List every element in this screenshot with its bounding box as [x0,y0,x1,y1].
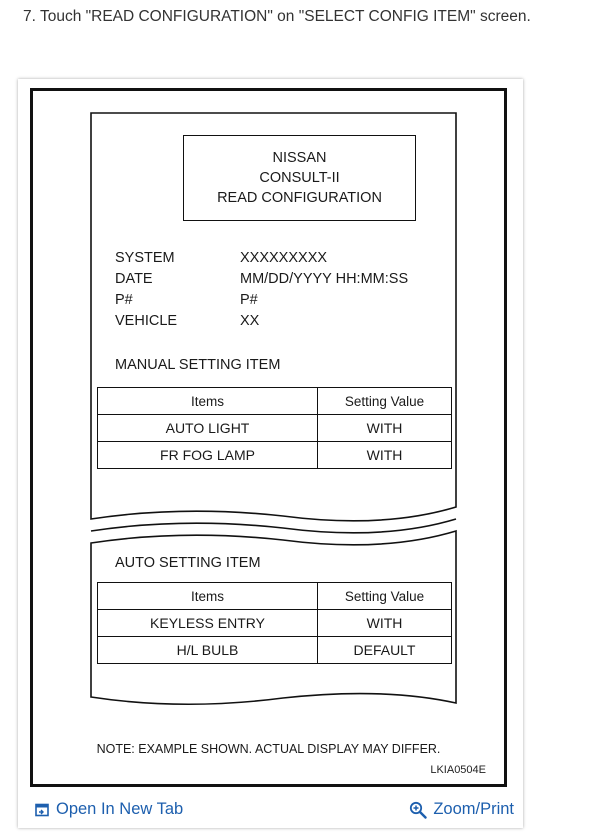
figure-note: NOTE: EXAMPLE SHOWN. ACTUAL DISPLAY MAY DIFFER. [96,742,441,756]
item-cell: AUTO LIGHT [98,415,318,442]
info-value-date: MM/DD/YYYY HH:MM:SS [240,271,409,287]
table-row [98,637,452,664]
report-header-box [183,135,416,221]
value-cell: WITH [318,442,452,469]
info-label-vehicle: VEHICLE [115,313,178,329]
open-in-new-tab-label: Open In New Tab [56,800,184,818]
header-line-title: READ CONFIGURATION [217,190,382,206]
sheet-tear-line [91,519,456,533]
zoom-print-link[interactable] [409,800,514,819]
figure-frame [30,88,507,787]
item-cell: FR FOG LAMP [98,442,318,469]
item-cell: H/L BULB [98,637,318,664]
column-header-items: Items [98,388,318,415]
value-cell: WITH [318,610,452,637]
open-in-new-tab-link[interactable] [35,800,183,819]
auto-setting-title: AUTO SETTING ITEM [115,555,261,571]
step-instruction: 7. Touch "READ CONFIGURATION" on "SELECT CONFIG ITEM" screen. [23,8,531,25]
info-value-vehicle: XX [240,313,260,329]
info-value-system: XXXXXXXXX [240,250,328,266]
table-row [98,415,452,442]
zoom-print-label: Zoom/Print [433,800,514,818]
header-line-tool: CONSULT-II [259,170,340,186]
zoom-in-magnifier-icon [409,801,427,819]
value-cell: DEFAULT [318,637,452,664]
table-row [98,610,452,637]
column-header-setting-value: Setting Value [318,388,452,415]
figure-code: LKIA0504E [430,764,486,776]
auto-setting-table [97,582,452,664]
column-header-items: Items [98,583,318,610]
manual-setting-title: MANUAL SETTING ITEM [115,357,281,373]
header-line-brand: NISSAN [272,150,327,166]
figure-card [18,79,523,828]
open-in-new-tab-icon [35,803,50,817]
table-header-row [98,388,452,415]
info-label-date: DATE [115,271,153,287]
column-header-setting-value: Setting Value [318,583,452,610]
table-header-row [98,583,452,610]
item-cell: KEYLESS ENTRY [98,610,318,637]
info-label-system: SYSTEM [115,250,175,266]
value-cell: WITH [318,415,452,442]
info-value-part: P# [240,292,258,308]
info-label-part: P# [115,292,133,308]
manual-setting-table [97,387,452,469]
table-row [98,442,452,469]
